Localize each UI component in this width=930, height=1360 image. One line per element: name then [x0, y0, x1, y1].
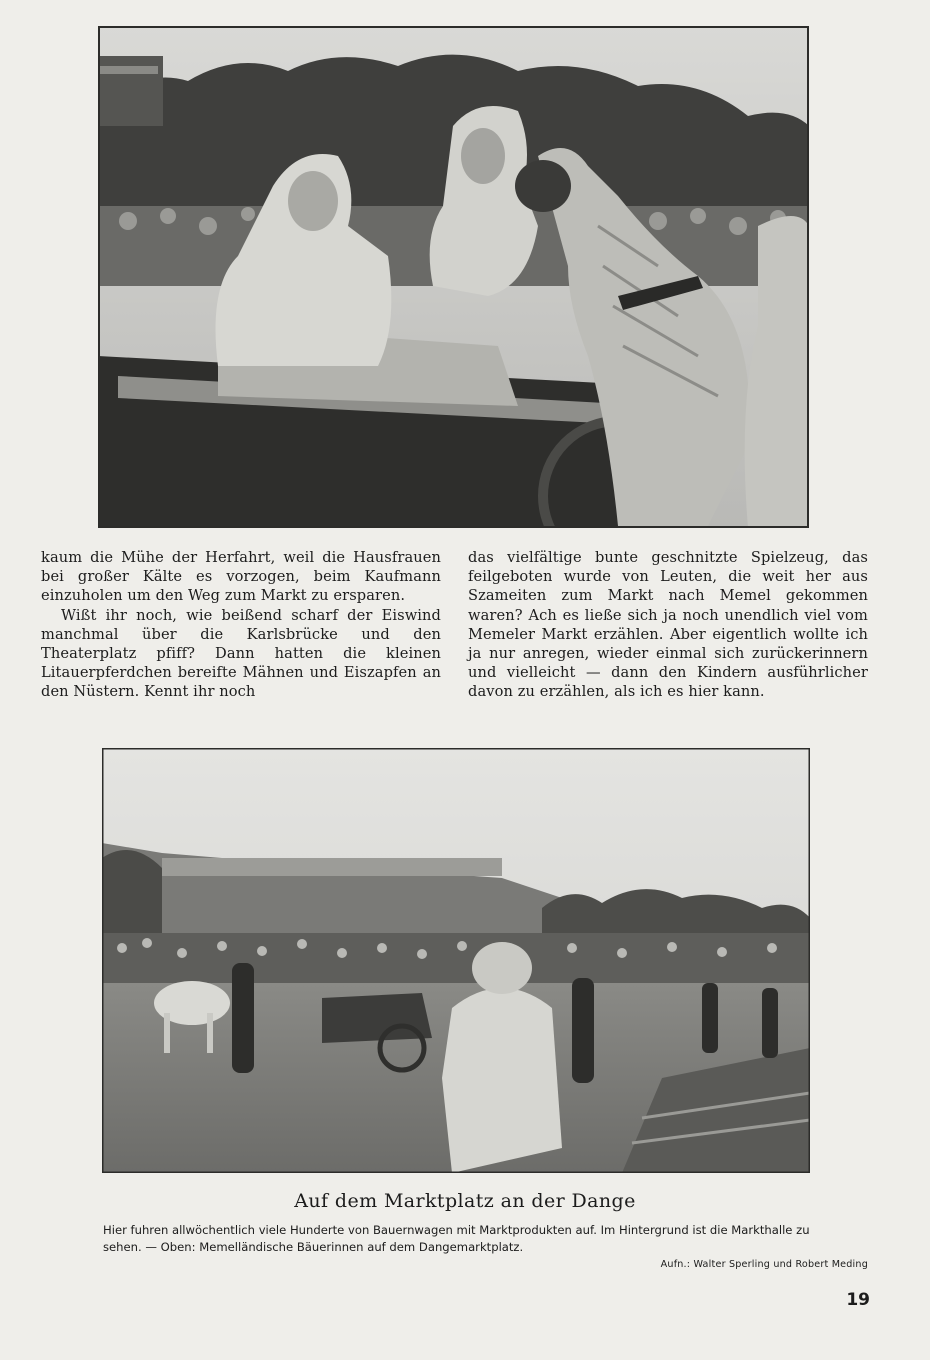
caption-title: Auf dem Marktplatz an der Dange [294, 1190, 636, 1212]
caption-text: Hier fuhren allwöchentlich viele Hunderte von Bauernwagen mit Marktprodukten auf. Im Hintergrund ist die Markthalle zu sehen. — Oben: Memelländische Bäuerinnen auf dem Dangemarktplatz. [103, 1223, 810, 1254]
text-column-left [41, 548, 441, 702]
paragraph: kaum die Mühe der Herfahrt, weil die Hausfrauen bei großer Kälte es vorzogen, beim Kaufmann einzuholen um den Weg zum Markt zu ersparen. [41, 549, 441, 605]
photo-market-women [98, 26, 809, 528]
paragraph: Wißt ihr noch, wie beißend scharf der Eiswind manchmal über die Karlsbrücke und den Theaterplatz pfiff? Dann hatten die kleinen Litauerpferdchen bereifte Mähnen und Eiszapfen an den Nüstern. Kennt ihr noch [41, 606, 441, 701]
text-column-right [468, 548, 868, 702]
page-number: 19 [846, 1290, 870, 1310]
photo-credit: Aufn.: Walter Sperling und Robert Meding [660, 1259, 868, 1270]
paragraph: das vielfältige bunte geschnitzte Spielzeug, das feilgeboten wurde von Leuten, die weit her aus Szameiten zum Markt nach Memel gekommen waren? Ach es ließe sich ja noch unendlich viel vom Memeler Markt erzählen. Aber eigentlich wollte ich ja nur anregen, wieder einmal sich zurückerinnern und vielleicht — dann den Kindern ausführlicher davon zu erzählen, als ich es hier kann. [468, 549, 868, 701]
photo-market-square [102, 748, 810, 1173]
